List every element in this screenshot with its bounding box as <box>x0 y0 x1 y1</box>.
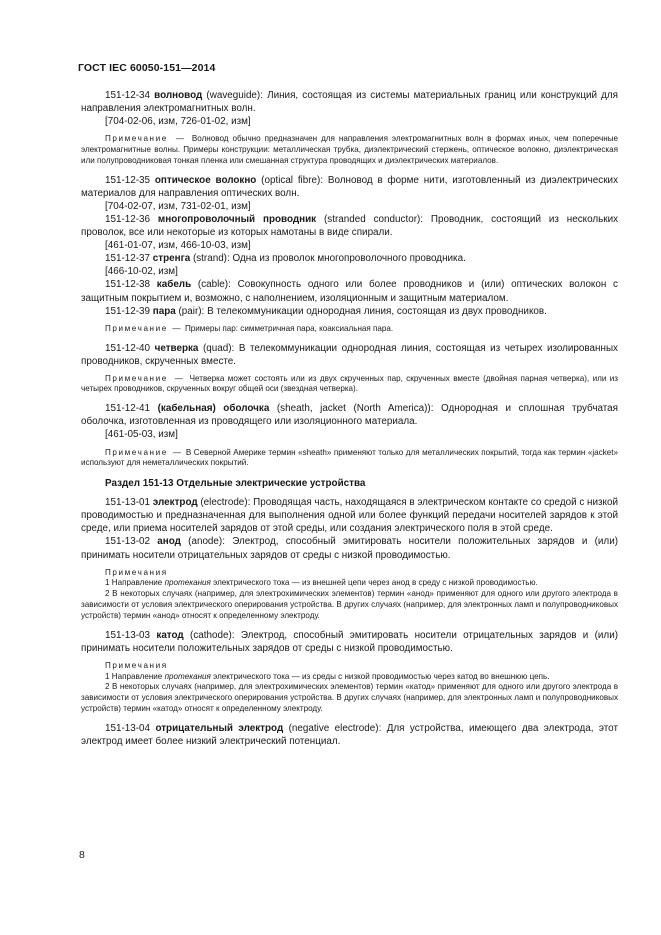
note-label: Примечание <box>105 134 168 144</box>
entry-151-13-01 <box>81 496 618 535</box>
entry-reference: [461-01-07, изм, 466-10-03, изм] <box>105 240 251 252</box>
entry-english-term: (strand): <box>192 253 230 265</box>
entry-term: электрод <box>152 497 198 509</box>
entry-number: 151-12-39 <box>105 305 151 317</box>
entry-english-term: (cathode): <box>190 629 235 641</box>
entry-english-term: (optical fibre): <box>261 174 324 186</box>
entry-151-12-40 <box>81 342 618 368</box>
entry-number: 151-12-40 <box>105 342 151 354</box>
entry-term: многопроволочный проводник <box>157 213 317 225</box>
entry-definition: Линия, состоящая из системы материальных границ или конструкций для направления электромагнитных волн. <box>81 90 619 115</box>
note-text: Волновод обычно предназначен для направления электромагнитных волн в формах иных, чем поперечные электромагнитные волны. Примеры конструкции: металлическая трубка, диэлектрический стержень, оптическое волокно, диэлектрическая или полупроводниковая тонкая пленка или смешанная структура проводящих и диэлектрических материалов. <box>81 134 619 165</box>
entry-number: 151-13-03 <box>105 629 151 641</box>
entry-note: 2 В некоторых случаях (например, для электрохимических элементов) термин «анод» применяют для одного или другого электрода в зависимости от условия электрического оперирования устройства. В других случаях (например, для электронных ламп и полупроводниковых устройств) термин «анод» относят к определенному электроду. <box>81 589 618 620</box>
entry-definition: Проводник, состоящий из нескольких проволок, все или некоторые из которых намотаны в виде спирали. <box>81 213 619 239</box>
entry-reference: [461-05-03, изм] <box>105 429 178 441</box>
entry-number: 151-12-37 <box>105 253 151 265</box>
entry-number: 151-13-01 <box>105 497 151 509</box>
entry-number: 151-12-35 <box>105 174 151 186</box>
note-text: Примеры пар: симметричная пара, коаксиальная пара. <box>184 323 394 333</box>
document-header: ГОСТ IEC 60050-151—2014 <box>78 62 216 74</box>
entry-definition: В телекоммуникации однородная линия, состоящая из четырех изолированных проводников, скрученных вместе. <box>81 342 618 367</box>
entry-number: 151-13-02 <box>105 536 151 548</box>
note-label: Примечание <box>105 373 168 383</box>
entry-definition: Электрод, способный эмитировать носители положительных зарядов и (или) принимать носители отрицательных зарядов от среды с низкой проводимостью. <box>81 536 618 561</box>
entry-number: 151-12-34 <box>105 90 151 101</box>
entry-definition: Одна из проволок многопроволочного проводника. <box>232 253 466 265</box>
emphasis: протекания <box>164 671 211 681</box>
entry-reference: [466-10-02, изм] <box>105 266 178 278</box>
entry-note: 1 Направление протекания электрического тока — из внешней цепи через анод в среду с низкой проводимостью. <box>105 578 538 588</box>
entry-number: 151-12-41 <box>105 403 151 415</box>
entry-term: стренга <box>152 253 191 265</box>
entry-number: 151-12-36 <box>105 213 151 225</box>
entry-english-term: (quad): <box>203 342 235 354</box>
entry-english-term: (pair): <box>178 305 205 317</box>
entry-number: 151-12-38 <box>105 279 151 291</box>
entry-definition: Однородная и сплошная трубчатая оболочка, изготовленная из проводящего или изоляционного материала. <box>81 403 618 428</box>
entry-151-12-38 <box>81 278 618 304</box>
entry-151-12-35 <box>81 174 618 200</box>
note-text: Четверка может состоять или из двух скрученных пар, скрученных вместе (двойная парная четверка), или из четырех проводников, скрученных вокруг общей оси (звездная четверка). <box>81 373 618 394</box>
page-number: 8 <box>79 849 85 861</box>
entry-note: 2 В некоторых случаях (например, для электрохимических элементов) термин «катод» применяют для одного или другого электрода в зависимости от условия электрического оперирования устройства. В других случаях (например, для электронных ламп и полупроводниковых устройств) термин «катод» относят к определенному электроду. <box>81 682 618 713</box>
emphasis: протекания <box>164 578 211 588</box>
entry-151-12-41 <box>81 402 618 428</box>
entry-english-term: (electrode): <box>200 497 251 509</box>
entry-term: волновод <box>154 90 203 101</box>
entry-definition: Волновод в форме нити, изготовленный из диэлектрических материалов для направления оптических волн. <box>81 174 619 199</box>
entry-english-term: (anode): <box>188 536 225 548</box>
entry-english-term: (waveguide): <box>206 90 263 101</box>
entry-note: Примечание — Волновод обычно предназначен для направления электромагнитных волн в формах иных, чем поперечные электромагнитные волны. Примеры конструкции: металлическая трубка, диэлектрический стержень, оптическое волокно, диэлектрическая или полупроводниковая тонкая пленка или смешанная структура проводящих и диэлектрических материалов. <box>81 134 619 165</box>
note-label: Примечание <box>105 323 168 333</box>
entry-151-12-39 <box>81 305 618 318</box>
entry-note: Примечание — В Северной Америке термин «sheath» применяют только для металлических покрытий, тогда как термин «jacket» используют для неметаллических покрытий. <box>81 447 618 468</box>
entry-term: отрицательный электрод <box>155 722 284 734</box>
entry-151-12-34 <box>81 89 618 115</box>
note-text: В Северной Америке термин «sheath» применяют только для металлических покрытий, тогда как термин «jacket» используют для неметаллических покрытий. <box>81 447 618 468</box>
entry-note: Примечание — Четверка может состоять или из двух скрученных пар, скрученных вместе (двойная парная четверка), или из четырех проводников, скрученных вокруг общей оси (звездная четверка). <box>81 373 618 394</box>
entry-term: кабель <box>156 279 192 291</box>
entry-term: анод <box>157 536 181 548</box>
entry-151-12-36 <box>81 213 618 239</box>
entry-reference: [704-02-07, изм, 731-02-01, изм] <box>105 200 251 212</box>
entry-term: (кабельная) оболочка <box>157 403 270 415</box>
entry-term: пара <box>152 305 176 317</box>
entry-english-term: (sheath, jacket (North America)): <box>276 403 434 415</box>
note-label: Примечание <box>105 447 168 457</box>
entry-term: четверка <box>154 342 199 354</box>
entry-note: Примечание — Примеры пар: симметричная пара, коаксиальная пара. <box>105 323 394 333</box>
entry-english-term: (negative electrode): <box>288 722 382 734</box>
document-body <box>81 89 618 748</box>
entry-definition: В телекоммуникации однородная линия, состоящая из двух проводников. <box>207 305 547 317</box>
entry-definition: Для устройства, имеющего два электрода, этот электрод имеет более низкий электрический потенциал. <box>81 722 618 747</box>
entry-151-13-04 <box>81 722 618 748</box>
entry-definition: Электрод, способный эмитировать носители отрицательных зарядов и (или) принимать носители положительных зарядов от среды с низкой проводимостью. <box>81 629 619 654</box>
entry-english-term: (stranded conductor): <box>324 213 424 225</box>
notes-label: Примечания <box>105 660 168 670</box>
entry-term: оптическое волокно <box>154 174 257 186</box>
entry-151-12-37 <box>81 252 618 265</box>
entry-151-13-02 <box>81 535 618 561</box>
entry-term: катод <box>156 629 184 641</box>
entry-english-term: (cable): <box>197 279 231 291</box>
entry-number: 151-13-04 <box>105 722 151 734</box>
entry-note: 1 Направление протекания электрического тока — из среды с низкой проводимостью через катод во внешнюю цепь. <box>105 671 550 681</box>
entry-151-13-03 <box>81 629 618 655</box>
notes-label: Примечания <box>105 567 168 577</box>
entry-reference: [704-02-06, изм, 726-01-02, изм] <box>105 116 251 128</box>
section-heading: Раздел 151-13 Отдельные электрические устройства <box>105 478 366 490</box>
entry-definition: Совокупность одного или более проводников и (или) оптических волокон с защитным покрытием и, возможно, с наполнением, изоляционным и защитным материалом. <box>81 279 618 304</box>
entry-definition: Проводящая часть, находящаяся в электрическом контакте со средой с низкой проводимостью и предназначенная для выполнения одной или более функций передачи носителей зарядов к этой среде, или приема носителей зарядов от этой среды, или создания электрического поля в этой среде. <box>81 497 618 535</box>
